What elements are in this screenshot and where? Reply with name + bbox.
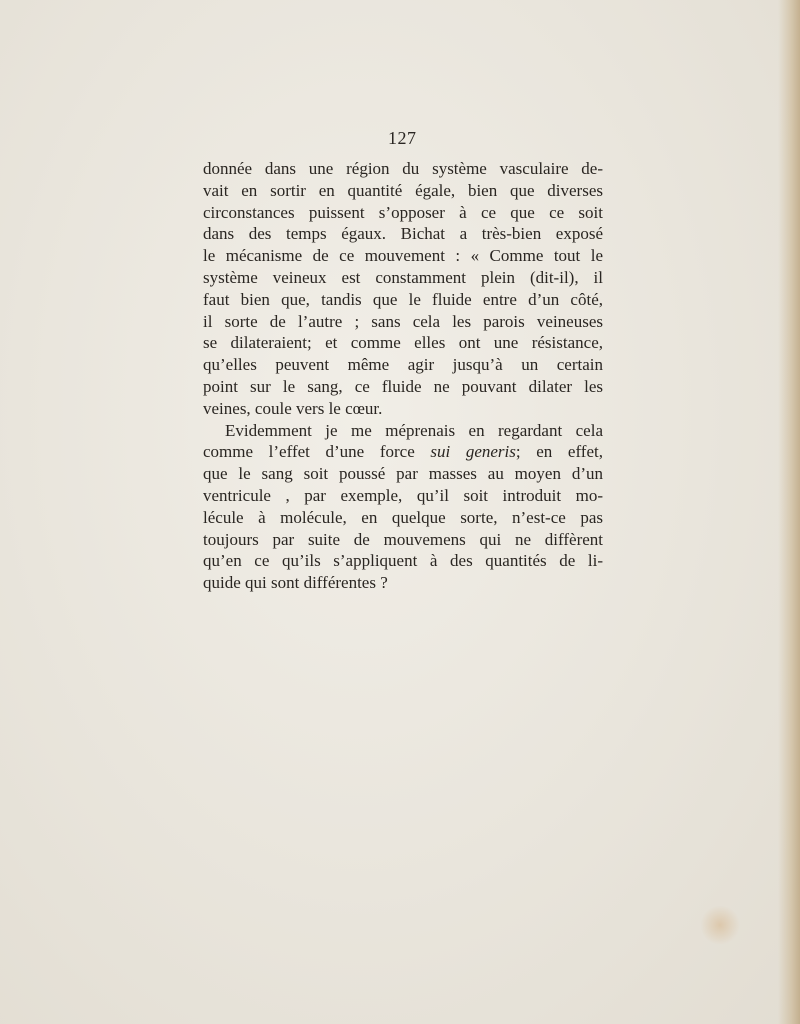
- text-line: qu’en ce qu’ils s’appliquent à des quantités de li-: [203, 551, 603, 571]
- text-line: lécule à molécule, en quelque sorte, n’est-ce pas: [203, 507, 603, 527]
- italic-term: sui generis: [430, 442, 516, 462]
- text-line: dans des temps égaux. Bichat a très-bien exposé: [203, 224, 603, 244]
- text-segment: comme l’effet d’une force: [203, 442, 431, 462]
- text-line: faut bien que, tandis que le fluide entre d’un côté,: [203, 289, 603, 309]
- text-line: ventricule , par exemple, qu’il soit introduit mo-: [203, 485, 603, 505]
- body-text: [203, 158, 603, 594]
- text-line: Evidemment je me méprenais en regardant cela: [225, 420, 603, 440]
- paper-stain: [700, 905, 740, 945]
- text-line: que le sang soit poussé par masses au moyen d’un: [203, 464, 603, 484]
- text-segment: ; en effet,: [515, 442, 603, 462]
- text-line: le mécanisme de ce mouvement : « Comme tout le: [203, 246, 603, 266]
- text-line: quide qui sont différentes ?: [203, 573, 388, 593]
- text-line: [203, 441, 603, 463]
- text-line: vait en sortir en quantité égale, bien que diverses: [203, 180, 603, 200]
- text-line: il sorte de l’autre ; sans cela les parois veineuses: [203, 311, 603, 331]
- page-edge-shadow: [778, 0, 800, 1024]
- text-line: toujours par suite de mouvemens qui ne diffèrent: [203, 529, 603, 549]
- text-line: point sur le sang, ce fluide ne pouvant dilater les: [203, 376, 603, 396]
- text-line: donnée dans une région du système vasculaire de-: [203, 159, 603, 178]
- page-number: 127: [388, 128, 417, 148]
- text-line: circonstances puissent s’opposer à ce que ce soit: [203, 202, 603, 222]
- text-line: qu’elles peuvent même agir jusqu’à un certain: [203, 355, 603, 375]
- text-line: se dilateraient; et comme elles ont une résistance,: [203, 333, 603, 353]
- text-line: veines, coule vers le cœur.: [203, 398, 383, 418]
- text-line: système veineux est constamment plein (dit-il), il: [203, 267, 603, 287]
